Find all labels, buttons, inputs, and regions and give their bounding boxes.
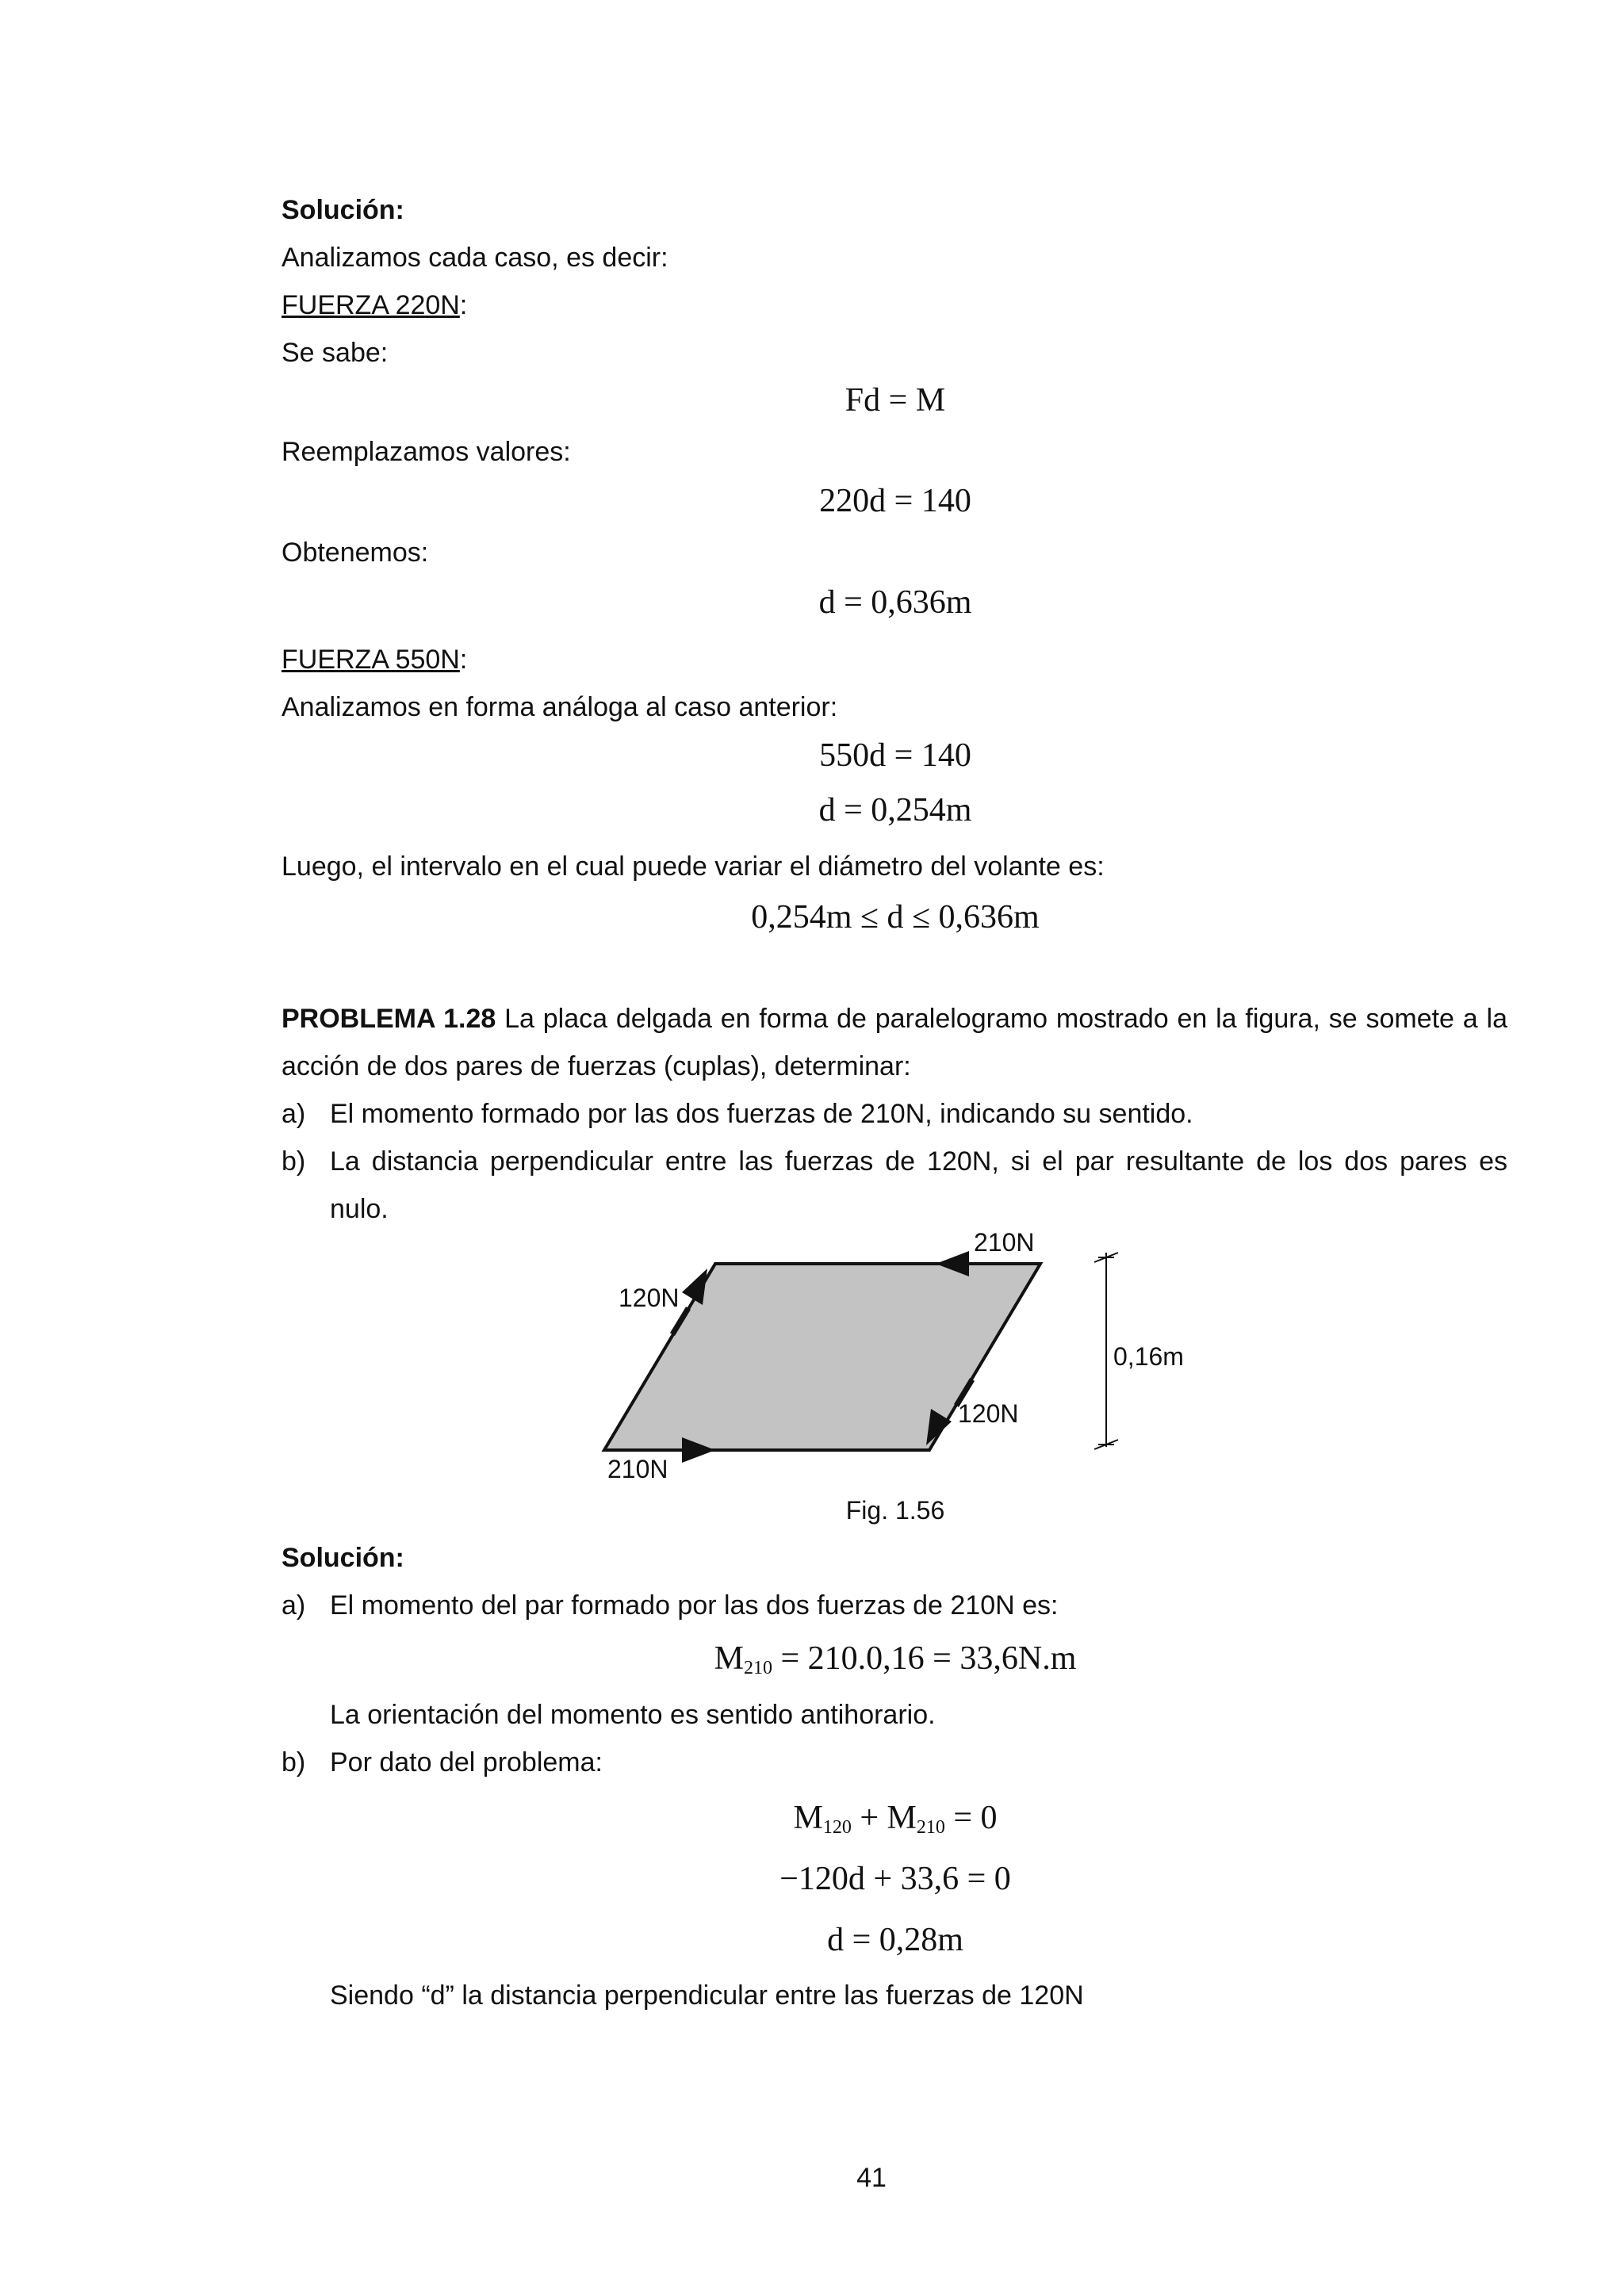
eq-b1-m1: M — [793, 1800, 823, 1836]
case1-heading — [282, 289, 467, 321]
eq-a-sub: 210 — [743, 1658, 772, 1678]
eq-b1-sub1: 120 — [822, 1817, 852, 1838]
problem-b-text-line-1 — [330, 1146, 1507, 1177]
obtenemos-text: Obtenemos: — [282, 538, 429, 568]
solution-heading-2: Solución: — [282, 1543, 404, 1573]
solution-heading-1: Solución: — [282, 195, 404, 225]
equation-220d: 220d = 140 — [819, 483, 971, 519]
intro-text: Analizamos cada caso, es decir: — [282, 243, 668, 273]
problem-b-text-1: La distancia perpendicular entre las fuerzas de 120N, si el par resultante de los dos pares es — [330, 1146, 1507, 1177]
solution-a-label: a) — [282, 1590, 306, 1621]
analogo-text: Analizamos en forma análoga al caso anterior: — [282, 692, 838, 722]
orientacion-text: La orientación del momento es sentido antihorario. — [330, 1700, 936, 1730]
case2-colon: : — [459, 645, 468, 675]
se-sabe-text: Se sabe: — [282, 338, 389, 368]
label-height: 0,16m — [1113, 1342, 1184, 1371]
page-number: 41 — [856, 2163, 887, 2193]
solution-b-text: Por dato del problema: — [330, 1747, 603, 1777]
problem-line-2: acción de dos pares de fuerzas (cuplas), determinar: — [282, 1051, 911, 1081]
eq-b1-mid: + M — [851, 1800, 917, 1836]
equation-sum-moments — [0, 1798, 1624, 1847]
problem-line-1-text: La placa delgada en forma de paralelogramo mostrado en la figura, se somete a la — [496, 1004, 1507, 1034]
figure-parallelogram — [587, 1221, 1221, 1487]
problem-b-text-line-2: nulo. — [330, 1194, 389, 1224]
eq-a-rest: = 210.0,16 = 33,6N.m — [772, 1640, 1077, 1677]
solution-a-text: El momento del par formado por las dos fuerzas de 210N es: — [330, 1590, 1059, 1621]
problem-a-label: a) — [282, 1099, 306, 1129]
equation-d-0254: d = 0,254m — [818, 792, 972, 828]
luego-text: Luego, el intervalo en el cual puede variar el diámetro del volante es: — [282, 851, 1105, 882]
case1-label: FUERZA 220N — [282, 290, 460, 320]
label-left-120n: 120N — [619, 1284, 680, 1312]
label-bottom-210n: 210N — [607, 1455, 668, 1483]
eq-b1-rest: = 0 — [944, 1800, 998, 1836]
equation-m210 — [0, 1639, 1624, 1688]
case2-label: FUERZA 550N — [282, 645, 460, 675]
solution-b-label: b) — [282, 1747, 306, 1777]
problem-title: PROBLEMA 1.28 — [282, 1004, 496, 1034]
eq-a-m: M — [714, 1640, 744, 1677]
problem-line-1 — [282, 1003, 1507, 1035]
equation-interval: 0,254m ≤ d ≤ 0,636m — [751, 899, 1040, 936]
label-top-210n: 210N — [974, 1228, 1035, 1257]
label-right-120n: 120N — [958, 1399, 1019, 1428]
reemplazamos-text: Reemplazamos valores: — [282, 437, 571, 467]
figure-caption: Fig. 1.56 — [845, 1496, 945, 1525]
equation-minus-120d: −120d + 33,6 = 0 — [779, 1861, 1011, 1897]
case2-heading — [282, 644, 467, 675]
case1-colon: : — [459, 290, 468, 320]
equation-fd-m: Fd = M — [845, 382, 946, 419]
problem-a-text: El momento formado por las dos fuerzas de 210N, indicando su sentido. — [330, 1099, 1193, 1129]
figure-svg — [587, 1221, 1221, 1483]
eq-b1-sub2: 210 — [916, 1817, 945, 1838]
equation-d-028: d = 0,28m — [827, 1922, 963, 1958]
equation-550d: 550d = 140 — [819, 737, 971, 774]
siendo-text: Siendo “d” la distancia perpendicular entre las fuerzas de 120N — [330, 1980, 1084, 2011]
equation-d-0636: d = 0,636m — [818, 584, 972, 621]
problem-b-label: b) — [282, 1146, 306, 1177]
